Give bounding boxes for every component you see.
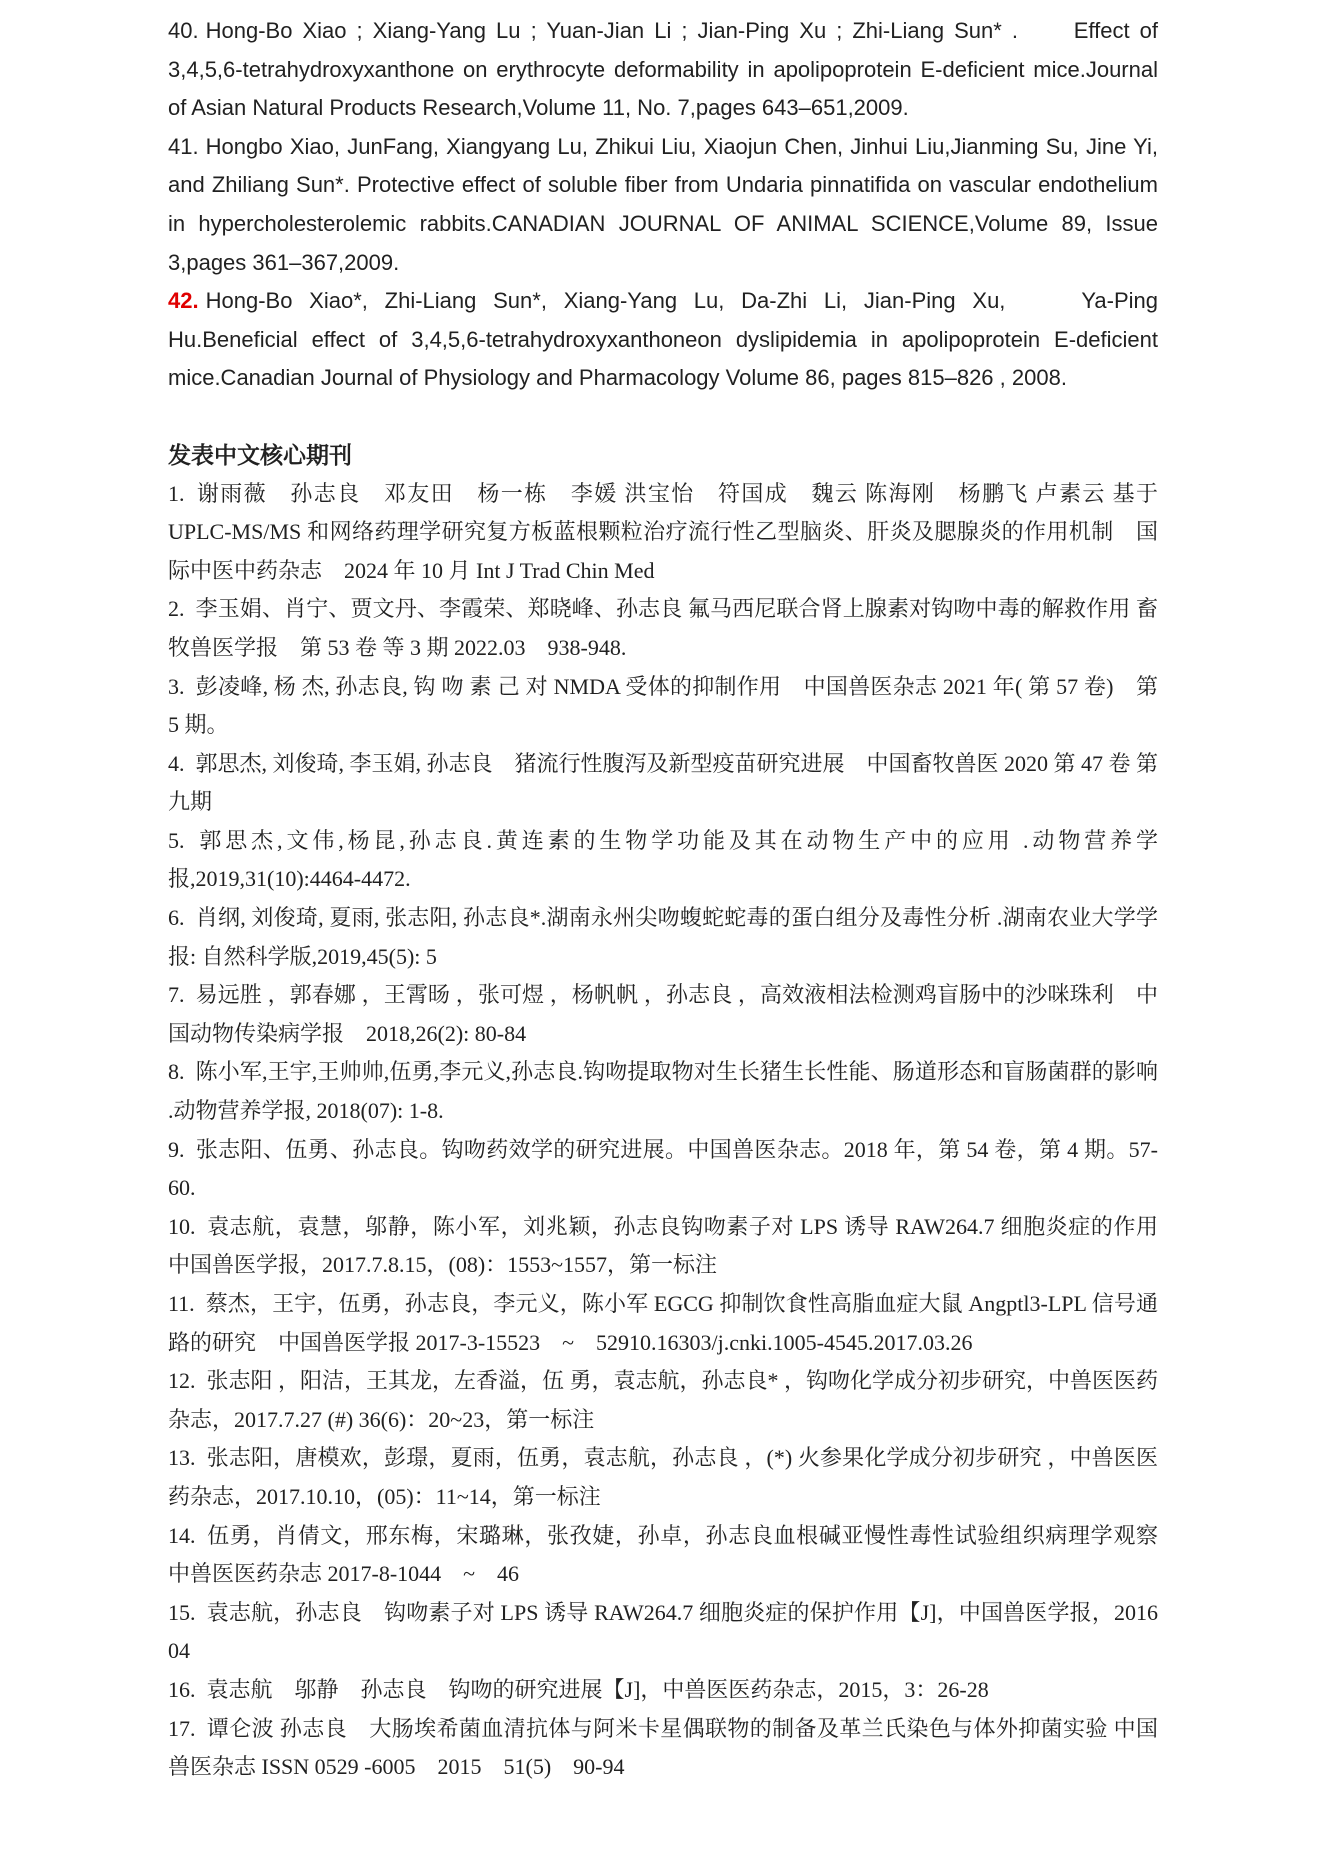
item-text: 袁志航，袁慧，邬静，陈小军，刘兆颖，孙志良钩吻素子对 LPS 诱导 RAW264.7 细胞炎症的作用 中国兽医学报，2017.7.8.15，(08)：1553~1557，第一标注: [168, 1213, 1181, 1278]
item-text: 袁志航 邬静 孙志良 钩吻的研究进展【J]，中兽医医药杂志，2015，3：26-28: [206, 1676, 989, 1702]
reference-item: [168, 1053, 1158, 1130]
item-text: Hong-Bo Xiao ; Xiang-Yang Lu ; Yuan-Jian Li ; Jian-Ping Xu ; Zhi-Liang Sun* . Effect of 3,4,5,6-tetrahydroxyxanthone on erythrocyte deformability in apolipoprotein E-deficient mice.Journal of Asian Natural Products Research,Volume 11, No. 7,pages 643–651,2009.: [168, 18, 1158, 121]
reference-item: [168, 899, 1158, 976]
reference-item: [168, 1517, 1181, 1594]
item-text: 易远胜 ，郭春娜 ，王霄旸 ，张可煜 ，杨帆帆 ，孙志良 ，高效液相法检测鸡盲肠中的沙咪珠利 中国动物传染病学报 2018,26(2): 80-84: [168, 982, 1158, 1046]
document-page: [168, 12, 1181, 1787]
reference-item: [168, 1439, 1158, 1516]
item-text: 张志阳，唐模欢，彭璟，夏雨，伍勇，袁志航，孙志良 ，(*) 火参果化学成分初步研究 ，中兽医医药杂志，2017.10.10，(05)：11~14，第一标注: [168, 1445, 1158, 1509]
item-number-highlighted: 42.: [168, 288, 199, 314]
item-number: 4.: [168, 750, 185, 776]
item-number: 7.: [168, 982, 185, 1008]
reference-item: [168, 1131, 1158, 1208]
reference-item: [168, 590, 1158, 667]
reference-item: [168, 1594, 1158, 1671]
item-text: 谢雨薇 孙志良 邓友田 杨一栋 李媛 洪宝怡 符国成 魏云 陈海刚 杨鹏飞 卢素云 基于 UPLC-MS/MS 和网络药理学研究复方板蓝根颗粒治疗流行性乙型脑炎、肝炎及腮腺炎的作用机制 国际中医中药杂志 2024 年 10 月 Int J Trad Chin Med: [168, 480, 1158, 583]
item-number: 6.: [168, 905, 185, 931]
item-number: 14.: [168, 1522, 196, 1548]
item-number: 11.: [168, 1291, 195, 1316]
item-text: Hong-Bo Xiao*, Zhi-Liang Sun*, Xiang-Yang Lu, Da-Zhi Li, Jian-Ping Xu, Ya-Ping Hu.Beneficial effect of 3,4,5,6-tetrahydroxyxanthoneon dyslipidemia in apolipoprotein E-deficient mice.Canadian Journal of Physiology and Pharmacology Volume 86, pages 815–826 , 2008.: [168, 288, 1158, 391]
item-number: 13.: [168, 1445, 196, 1471]
item-text: 郭思杰,文伟,杨昆,孙志良.黄连素的生物学功能及其在动物生产中的应用 .动物营养学报,2019,31(10):4464-4472.: [168, 827, 1158, 892]
item-number: 17.: [168, 1715, 196, 1741]
item-text: 郭思杰, 刘俊琦, 李玉娟, 孙志良 猪流行性腹泻及新型疫苗研究进展 中国畜牧兽医 2020 第 47 卷 第九期: [168, 750, 1159, 815]
item-number: 15.: [168, 1599, 196, 1625]
item-number: 5.: [168, 827, 185, 853]
item-number: 10.: [168, 1213, 196, 1239]
item-number: 9.: [168, 1136, 185, 1162]
item-number: 1.: [168, 480, 185, 506]
reference-item: [168, 282, 1158, 398]
item-text: 李玉娟、肖宁、贾文丹、李霞荣、郑晓峰、孙志良 氟马西尼联合肾上腺素对钩吻中毒的解救作用 畜牧兽医学报 第 53 卷 等 3 期 2022.03 938-948.: [168, 596, 1158, 660]
item-number: 12.: [168, 1368, 196, 1394]
reference-item: [168, 745, 1158, 822]
item-text: 袁志航，孙志良 钩吻素子对 LPS 诱导 RAW264.7 细胞炎症的保护作用【J]，中国兽医学报，2016 04: [168, 1599, 1158, 1664]
item-number: 16.: [168, 1676, 196, 1702]
reference-item: [168, 1285, 1158, 1362]
reference-item: [168, 1208, 1181, 1285]
reference-item: [168, 128, 1158, 282]
reference-item: [168, 475, 1158, 591]
item-text: 彭凌峰, 杨 杰, 孙志良, 钩 吻 素 己 对 NMDA 受体的抑制作用 中国兽医杂志 2021 年( 第 57 卷) 第 5 期。: [168, 673, 1158, 738]
item-text: Hongbo Xiao, JunFang, Xiangyang Lu, Zhikui Liu, Xiaojun Chen, Jinhui Liu,Jianming Su, Jine Yi, and Zhiliang Sun*. Protective effect of soluble fiber from Undaria pinnatifida on vascular endothelium in hypercholesterolemic rabbits.CANADIAN JOURNAL OF ANIMAL SCIENCE,Volume 89, Issue 3,pages 361–367,2009.: [168, 133, 1158, 275]
item-number: 40.: [168, 18, 199, 43]
reference-item: [168, 1362, 1158, 1439]
item-text: 谭仑波 孙志良 大肠埃希菌血清抗体与阿米卡星偶联物的制备及革兰氏染色与体外抑菌实验 中国兽医杂志 ISSN 0529 -6005 2015 51(5) 90-94: [168, 1715, 1158, 1780]
item-number: 3.: [168, 673, 185, 699]
item-number: 8.: [168, 1059, 185, 1085]
item-text: 陈小军,王宇,王帅帅,伍勇,李元义,孙志良.钩吻提取物对生长猪生长性能、肠道形态和盲肠菌群的影响 .动物营养学报, 2018(07): 1-8.: [168, 1059, 1158, 1124]
reference-item: [168, 976, 1158, 1053]
item-text: 张志阳、伍勇、孙志良。钩吻药效学的研究进展。中国兽医杂志。2018 年，第 54 卷，第 4 期。57-60.: [168, 1136, 1158, 1201]
reference-item: [168, 822, 1158, 899]
item-number: 41.: [168, 133, 199, 159]
item-text: 肖纲, 刘俊琦, 夏雨, 张志阳, 孙志良*.湖南永州尖吻蝮蛇蛇毒的蛋白组分及毒性分析 .湖南农业大学学报: 自然科学版,2019,45(5): 5: [168, 905, 1158, 969]
reference-item: [168, 1710, 1158, 1787]
item-number: 2.: [168, 596, 185, 622]
reference-item: [168, 1671, 1158, 1710]
item-text: 张志阳 ，阳洁，王其龙，左香溢，伍 勇，袁志航，孙志良* ，钩吻化学成分初步研究，中兽医医药杂志，2017.7.27 (#) 36(6)：20~23，第一标注: [168, 1368, 1159, 1432]
reference-item: [168, 12, 1158, 128]
item-text: 蔡杰，王宇，伍勇，孙志良，李元义，陈小军 EGCG 抑制饮食性高脂血症大鼠 Angptl3-LPL 信号通路的研究 中国兽医学报 2017-3-15523 ~ 52910.16303/j.cnki.1005-4545.2017.03.26: [168, 1291, 1158, 1355]
reference-item: [168, 668, 1158, 745]
section-header: 发表中文核心期刊: [168, 441, 352, 468]
item-text: 伍勇，肖倩文，邢东梅，宋璐琳，张孜婕，孙卓，孙志良血根碱亚慢性毒性试验组织病理学观察 中兽医医药杂志 2017-8-1044 ~ 46: [168, 1522, 1181, 1587]
